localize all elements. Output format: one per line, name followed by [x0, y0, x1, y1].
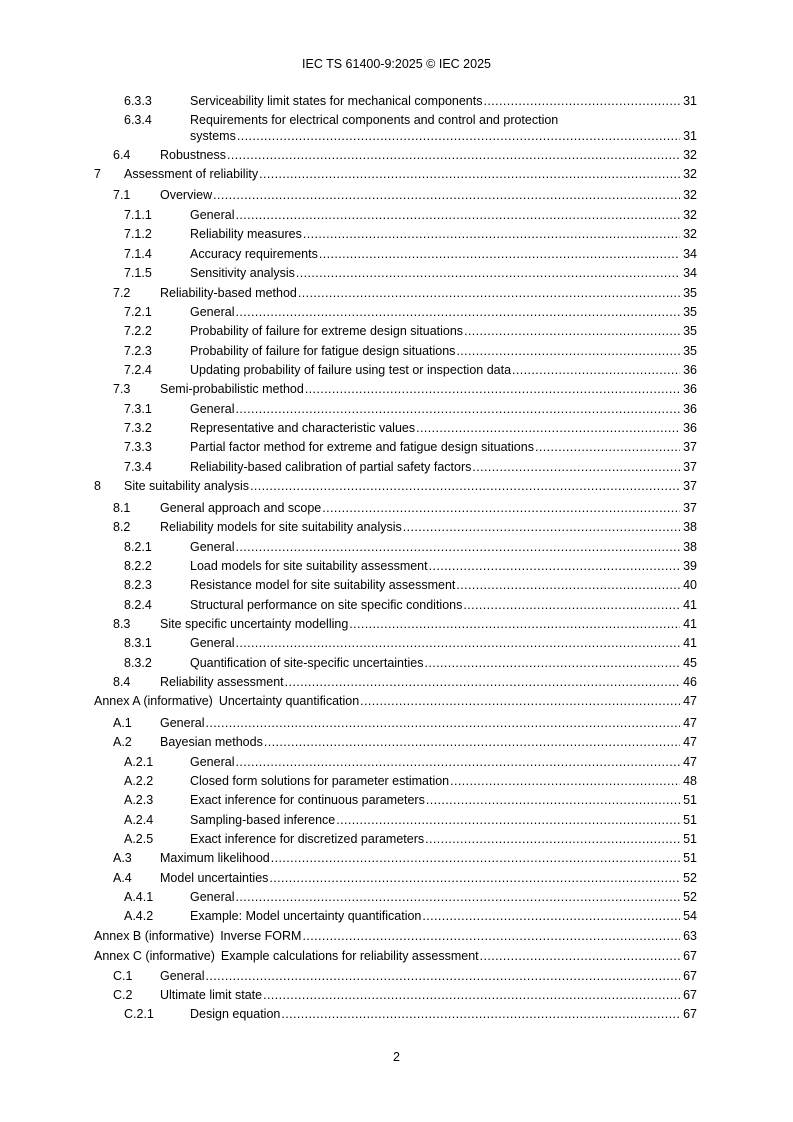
- toc-entry[interactable]: [124, 773, 697, 789]
- toc-entry-title: Example calculations for reliability assessment: [220, 949, 479, 963]
- toc-entry-page: 46: [683, 675, 697, 689]
- toc-entry-number: A.2.3: [124, 793, 154, 807]
- toc-entry-number: Annex C (informative): [94, 949, 215, 963]
- toc-entry[interactable]: [94, 928, 697, 944]
- toc-entry-page: 41: [683, 598, 697, 612]
- dot-leader: [264, 734, 680, 750]
- toc-entry-number: 8.2.1: [124, 540, 152, 554]
- toc-entry-number: 7.3: [113, 382, 131, 396]
- toc-entry[interactable]: [113, 147, 697, 163]
- toc-entry-title: Semi-probabilistic method: [160, 382, 304, 396]
- toc-entry-page: 67: [683, 988, 697, 1002]
- toc-entry-number: 8.3.2: [124, 656, 152, 670]
- dot-leader: [285, 674, 680, 690]
- toc-entry-title: General: [190, 208, 235, 222]
- toc-entry-title: General: [160, 716, 205, 730]
- toc-entry-number: 8.3.1: [124, 636, 152, 650]
- toc-entry[interactable]: [124, 226, 697, 242]
- toc-entry-number: A.2.1: [124, 755, 154, 769]
- toc-entry[interactable]: [124, 343, 697, 359]
- toc-entry[interactable]: [113, 519, 697, 535]
- toc-entry-title: systems: [190, 129, 236, 143]
- dot-leader: [296, 265, 680, 281]
- toc-entry[interactable]: [113, 715, 697, 731]
- toc-entry-number: A.4.2: [124, 909, 154, 923]
- dot-leader: [535, 439, 680, 455]
- toc-entry-title: Accuracy requirements: [190, 247, 318, 261]
- toc-entry-title: Reliability-based calibration of partial safety factors: [190, 460, 472, 474]
- dot-leader: [259, 166, 680, 182]
- toc-entry-number: 6.3.3: [124, 94, 152, 108]
- toc-entry-number: 8.2: [113, 520, 131, 534]
- toc-entry-number: 8.2.3: [124, 578, 152, 592]
- toc-entry-title: Probability of failure for fatigue design situations: [190, 344, 456, 358]
- toc-entry-number: C.1: [113, 969, 133, 983]
- toc-entry-title: Sampling-based inference: [190, 813, 336, 827]
- dot-leader: [425, 831, 680, 847]
- dot-leader: [281, 1006, 680, 1022]
- toc-entry-number: A.3: [113, 851, 132, 865]
- toc-entry-number: C.2.1: [124, 1007, 154, 1021]
- dot-leader: [429, 558, 680, 574]
- toc-entry[interactable]: [94, 948, 697, 964]
- dot-leader: [227, 147, 680, 163]
- dot-leader: [235, 304, 680, 320]
- toc-entry-page: 47: [683, 735, 697, 749]
- toc-entry-number: A.4.1: [124, 890, 154, 904]
- toc-entry[interactable]: [124, 597, 697, 613]
- toc-entry[interactable]: [124, 1006, 697, 1022]
- toc-entry-page: 39: [683, 559, 697, 573]
- toc-entry-page: 38: [683, 520, 697, 534]
- toc-entry-title: General: [190, 755, 235, 769]
- toc-entry-page: 35: [683, 286, 697, 300]
- toc-entry-number: 8.1: [113, 501, 131, 515]
- dot-leader: [213, 187, 680, 203]
- dot-leader: [422, 908, 680, 924]
- toc-entry-title: Overview: [160, 188, 213, 202]
- toc-entry[interactable]: [124, 265, 697, 281]
- toc-entry-number: 7.2: [113, 286, 131, 300]
- toc-entry-title: General: [160, 969, 205, 983]
- dot-leader: [235, 207, 680, 223]
- toc-entry-page: 52: [683, 890, 697, 904]
- toc-entry-title: Exact inference for discretized parameters: [190, 832, 425, 846]
- toc-entry[interactable]: [94, 166, 697, 182]
- toc-entry[interactable]: [113, 381, 697, 397]
- dot-leader: [360, 693, 680, 709]
- toc-entry-number: 8.4: [113, 675, 131, 689]
- toc-entry-title: Reliability measures: [190, 227, 302, 241]
- toc-entry-number: 7.3.1: [124, 402, 152, 416]
- dot-leader: [263, 987, 680, 1003]
- toc-entry-title: Bayesian methods: [160, 735, 263, 749]
- toc-entry-number: 7.1: [113, 188, 131, 202]
- toc-entry-page: 41: [683, 636, 697, 650]
- dot-leader: [416, 420, 680, 436]
- toc-entry-page: 36: [683, 421, 697, 435]
- toc-entry[interactable]: [124, 304, 697, 320]
- toc-entry-number: 7.1.2: [124, 227, 152, 241]
- toc-entry[interactable]: [124, 207, 697, 223]
- toc-entry-number: 7.1.4: [124, 247, 152, 261]
- toc-entry-title: Model uncertainties: [160, 871, 269, 885]
- toc-entry-page: 41: [683, 617, 697, 631]
- toc-entry-title: Sensitivity analysis: [190, 266, 295, 280]
- toc-entry-title: Reliability models for site suitability analysis: [160, 520, 402, 534]
- toc-entry-title: Robustness: [160, 148, 227, 162]
- toc-entry-number: C.2: [113, 988, 133, 1002]
- toc-entry[interactable]: [113, 734, 697, 750]
- toc-entry-title: Site suitability analysis: [124, 479, 250, 493]
- toc-entry[interactable]: [124, 401, 697, 417]
- toc-entry-page: 37: [683, 440, 697, 454]
- toc-entry-title: General: [190, 402, 235, 416]
- document-header: IEC TS 61400-9:2025 © IEC 2025: [302, 57, 491, 71]
- toc-entry-number: A.4: [113, 871, 132, 885]
- toc-entry-page: 35: [683, 305, 697, 319]
- toc-entry-page: 37: [683, 501, 697, 515]
- toc-entry-title: Maximum likelihood: [160, 851, 270, 865]
- toc-entry-page: 67: [683, 949, 697, 963]
- toc-entry-page: 67: [683, 969, 697, 983]
- toc-entry-title: Inverse FORM: [220, 929, 302, 943]
- toc-entry[interactable]: [113, 987, 697, 1003]
- toc-entry-number: 7.2.1: [124, 305, 152, 319]
- toc-entry-page: 47: [683, 755, 697, 769]
- toc-entry-page: 34: [683, 247, 697, 261]
- toc-entry-number: 7: [94, 167, 101, 181]
- dot-leader: [237, 128, 680, 144]
- toc-entry-title: General: [190, 636, 235, 650]
- toc-entry-number: 7.1.5: [124, 266, 152, 280]
- toc-entry[interactable]: [124, 831, 697, 847]
- toc-entry-page: 37: [683, 479, 697, 493]
- toc-entry[interactable]: [113, 850, 697, 866]
- toc-entry-title: Assessment of reliability: [124, 167, 259, 181]
- toc-entry-number: 7.1.1: [124, 208, 152, 222]
- toc-entry[interactable]: [113, 968, 697, 984]
- toc-entry-page: 31: [683, 129, 697, 143]
- toc-entry-page: 67: [683, 1007, 697, 1021]
- toc-entry-number: Annex B (informative): [94, 929, 215, 943]
- toc-entry-title: Closed form solutions for parameter estimation: [190, 774, 450, 788]
- dot-leader: [480, 948, 680, 964]
- dot-leader: [271, 850, 680, 866]
- toc-entry-page: 37: [683, 460, 697, 474]
- dot-leader: [235, 889, 680, 905]
- toc-entry[interactable]: [124, 362, 697, 378]
- toc-entry-page: 38: [683, 540, 697, 554]
- dot-leader: [483, 93, 680, 109]
- toc-entry-page: 34: [683, 266, 697, 280]
- dot-leader: [403, 519, 680, 535]
- toc-entry-title: Uncertainty quantification: [218, 694, 360, 708]
- toc-entry-page: 47: [683, 716, 697, 730]
- toc-entry-page: 54: [683, 909, 697, 923]
- toc-entry[interactable]: [124, 635, 697, 651]
- toc-entry-page: 51: [683, 793, 697, 807]
- toc-entry[interactable]: [124, 112, 697, 144]
- toc-entry-title: Load models for site suitability assessment: [190, 559, 428, 573]
- toc-entry-title: Design equation: [190, 1007, 281, 1021]
- dot-leader: [298, 285, 680, 301]
- toc-entry-page: 32: [683, 227, 697, 241]
- dot-leader: [464, 323, 680, 339]
- dot-leader: [319, 246, 680, 262]
- toc-entry-page: 32: [683, 188, 697, 202]
- toc-entry-number: 8.3: [113, 617, 131, 631]
- toc-entry[interactable]: [124, 558, 697, 574]
- toc-entry-title-line1: Requirements for electrical components and control and protection: [190, 113, 559, 127]
- toc-entry-number: 6.4: [113, 148, 131, 162]
- dot-leader: [322, 500, 680, 516]
- dot-leader: [205, 715, 680, 731]
- toc-entry-title: Reliability-based method: [160, 286, 297, 300]
- toc-entry[interactable]: [124, 93, 697, 109]
- toc-entry-page: 36: [683, 402, 697, 416]
- toc-entry[interactable]: [113, 616, 697, 632]
- dot-leader: [250, 478, 680, 494]
- dot-leader: [305, 381, 680, 397]
- toc-entry-number: A.2: [113, 735, 132, 749]
- toc-entry-number: 8.2.4: [124, 598, 152, 612]
- toc-entry-number: 7.2.4: [124, 363, 152, 377]
- dot-leader: [205, 968, 680, 984]
- toc-entry[interactable]: [113, 500, 697, 516]
- dot-leader: [235, 635, 680, 651]
- toc-entry-page: 63: [683, 929, 697, 943]
- toc-entry-title: Probability of failure for extreme design situations: [190, 324, 464, 338]
- toc-entry-page: 32: [683, 148, 697, 162]
- toc-entry-page: 48: [683, 774, 697, 788]
- toc-entry-number: 8: [94, 479, 101, 493]
- dot-leader: [456, 343, 680, 359]
- toc-entry-page: 35: [683, 344, 697, 358]
- toc-entry-page: 45: [683, 656, 697, 670]
- toc-entry-page: 35: [683, 324, 697, 338]
- toc-entry[interactable]: [94, 693, 697, 709]
- toc-entry-title: General approach and scope: [160, 501, 322, 515]
- toc-entry-page: 36: [683, 382, 697, 396]
- toc-entry[interactable]: [124, 889, 697, 905]
- dot-leader: [303, 226, 680, 242]
- toc-entry-title: General: [190, 890, 235, 904]
- toc-entry-title: Site specific uncertainty modelling: [160, 617, 349, 631]
- toc-entry[interactable]: [124, 539, 697, 555]
- toc-entry[interactable]: [124, 812, 697, 828]
- toc-entry-title: Representative and characteristic values: [190, 421, 416, 435]
- toc-entry[interactable]: [124, 459, 697, 475]
- toc-entry-page: 47: [683, 694, 697, 708]
- dot-leader: [302, 928, 680, 944]
- toc-entry[interactable]: [124, 439, 697, 455]
- toc-entry-number: Annex A (informative): [94, 694, 213, 708]
- toc-entry-page: 51: [683, 813, 697, 827]
- dot-leader: [472, 459, 680, 475]
- toc-entry-page: 36: [683, 363, 697, 377]
- toc-entry-number: 6.3.4: [124, 113, 152, 127]
- toc-entry[interactable]: [113, 674, 697, 690]
- toc-entry[interactable]: [124, 754, 697, 770]
- toc-entry-title: General: [190, 540, 235, 554]
- dot-leader: [336, 812, 680, 828]
- dot-leader: [235, 539, 680, 555]
- toc-entry-number: A.2.5: [124, 832, 154, 846]
- toc-entry-title: Resistance model for site suitability assessment: [190, 578, 456, 592]
- toc-entry-number: 8.2.2: [124, 559, 152, 573]
- toc-entry-number: 7.3.3: [124, 440, 152, 454]
- toc-entry-number: 7.3.2: [124, 421, 152, 435]
- dot-leader: [269, 870, 680, 886]
- toc-entry[interactable]: [124, 655, 697, 671]
- toc-entry-title: Updating probability of failure using test or inspection data: [190, 363, 512, 377]
- toc-entry[interactable]: [113, 870, 697, 886]
- toc-entry-title: Example: Model uncertainty quantification: [190, 909, 422, 923]
- toc-entry-page: 51: [683, 832, 697, 846]
- toc-entry-title: General: [190, 305, 235, 319]
- toc-entry-title: Serviceability limit states for mechanical components: [190, 94, 483, 108]
- dot-leader: [235, 754, 680, 770]
- toc-entry[interactable]: [124, 246, 697, 262]
- toc-entry-title: Ultimate limit state: [160, 988, 263, 1002]
- dot-leader: [349, 616, 680, 632]
- toc-entry-number: A.1: [113, 716, 132, 730]
- toc-entry[interactable]: [124, 323, 697, 339]
- toc-entry-number: A.2.4: [124, 813, 154, 827]
- toc-entry-number: 7.3.4: [124, 460, 152, 474]
- toc-entry[interactable]: [124, 577, 697, 593]
- toc-entry-page: 31: [683, 94, 697, 108]
- dot-leader: [426, 792, 680, 808]
- toc-entry-title: Structural performance on site specific conditions: [190, 598, 463, 612]
- toc-entry-number: A.2.2: [124, 774, 154, 788]
- toc-entry-number: 7.2.3: [124, 344, 152, 358]
- toc-entry-number: 7.2.2: [124, 324, 152, 338]
- dot-leader: [424, 655, 680, 671]
- toc-entry-page: 51: [683, 851, 697, 865]
- toc-entry-title: Partial factor method for extreme and fatigue design situations: [190, 440, 534, 454]
- toc-entry-page: 32: [683, 167, 697, 181]
- dot-leader: [235, 401, 680, 417]
- toc-entry-title: Quantification of site-specific uncertainties: [190, 656, 424, 670]
- toc-entry-page: 32: [683, 208, 697, 222]
- dot-leader: [450, 773, 680, 789]
- dot-leader: [512, 362, 680, 378]
- toc-entry[interactable]: [113, 285, 697, 301]
- toc-entry-page: 40: [683, 578, 697, 592]
- toc-entry-title: Reliability assessment: [160, 675, 284, 689]
- toc-entry[interactable]: [124, 908, 697, 924]
- toc-entry-title: Exact inference for continuous parameters: [190, 793, 425, 807]
- dot-leader: [456, 577, 680, 593]
- page-number: 2: [393, 1050, 400, 1064]
- toc-entry[interactable]: [94, 478, 697, 494]
- toc-entry[interactable]: [113, 187, 697, 203]
- dot-leader: [463, 597, 680, 613]
- toc-entry[interactable]: [124, 420, 697, 436]
- toc-entry-page: 52: [683, 871, 697, 885]
- toc-entry[interactable]: [124, 792, 697, 808]
